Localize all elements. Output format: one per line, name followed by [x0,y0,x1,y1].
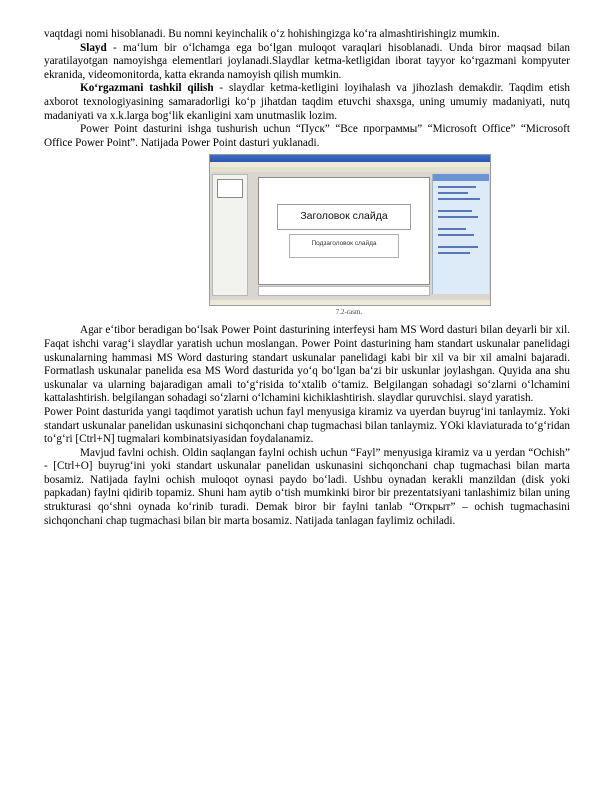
slides-pane [212,174,248,296]
paragraph-open-file: Mavjud favlni ochish. Oldin saqlangan faylni ochish uchun “Fayl” menyusiga kiramiz va u yerdan “Ochish” - [Ctrl+O] buyrug‘ini yoki standart uskunalar panelidan uskunasini sichqonchani chap tugmachasi bilan marta bosamiz. Natijada faylni ochish muloqot oynasi paydo bo‘ladi. Ushbu oynadan kerakli manzildan (disk yoki papkadan) faylni qidirib topamiz. Shuni ham aytib o‘tish mumkinki biror bir prezentatsiyani tanlashimiz bilan uning strukturasi qo‘shni oynada ko‘rinib turadi. Demak biror bir faylni tanlab “Открыт” – ochish tugmachasini sichqonchani chap tugmachasi bilan bir marta bosamiz. Natijada tanlagan faylimiz ochiladi. [44,446,570,527]
task-pane-link [438,252,470,254]
powerpoint-screenshot-figure [209,154,491,306]
task-pane-header [433,174,489,181]
notes-pane [258,286,430,296]
term-slayd: Slayd [80,41,107,54]
slide-subtitle-text: Подзаголовок слайда [311,240,377,248]
window-toolbar [210,167,490,172]
task-pane-link [438,234,474,236]
paragraph-korgazma-text: - slaydlar ketma-ketligini loyihalash va jihozlash demakdir. Taqdim etish axborot texnologiyasining samaradorligi ko‘p jihatdan taqdim etuvchi shaxsga, uning umumiy madaniyati, nutq madaniyati va x.k.larga bog‘lik ekanligini xam unutmaslik lozim. [44,82,570,122]
subtitle-placeholder [289,234,399,258]
paragraph-launch: Power Point dasturini ishga tushurish uchun “Пуск” “Все программы” “Microsoft Office” “Microsoft Office Power Point”. Natijada Power Point dasturi yuklanadi. [44,123,570,149]
window-titlebar [210,155,490,162]
title-placeholder [277,204,411,230]
task-pane-link [438,192,468,194]
slide-canvas [258,177,430,285]
paragraph-slayd-text: - ma‘lum bir o‘lchamga ega bo‘lgan muloqot varaqlari hisoblanadi. Unda biror maqsad bilan yaratilayotgan namoyishga elementlari joylanadi.Slaydlar ketma-ketligidan iborat tayyor ko‘rgazmani kompyuter ekranida, videomonitorda, katta ekranda namoyish qilish mumkin. [44,41,570,81]
paragraph-interface: Agar e‘tibor beradigan bo‘lsak Power Point dasturining interfeysi ham MS Word dasturi bilan deyarli bir xil. Faqat ishchi varag‘i slaydlar yaratish uchun moslangan. Power Point dasturining ham standart uskunalar panelidagi uskunalarning hammasi MS Word dasturing standart uskunalar panelidagi kabi bir xil va bir xil amalni bajaradi. Formatlash uskunalar panelida esa MS Word dasturida yo‘q bo‘lgan ba‘zi bir uskunlar joylashgan. Quyida ana shu uskunalar va ularning bajaradigan amali to‘g‘risida to‘xtalib o‘tamiz. Belgilangan sohadagi so‘zlarni o‘lchamini kattalashtirish. belgilangan sohadagi so‘zlarni o‘lchamini kichiklashtirish. slaydlar quruvchisi. slayd yaratish. [44,324,570,405]
term-korgazma: Ko‘rgazmani tashkil qilish [80,82,214,95]
task-pane-link [438,186,476,188]
task-pane-link [438,228,466,230]
figure-caption: 7.2-rasm. [335,308,363,317]
slide-thumbnail [217,179,243,198]
document-page [44,28,570,528]
paragraph-intro: vaqtdagi nomi hisoblanadi. Bu nomni keyinchalik o‘z hohishingizga ko‘ra almashtirishingiz mumkin. [44,28,500,40]
paragraph-new-presentation: Power Point dasturida yangi taqdimot yaratish uchun fayl menyusiga kiramiz va uyerdan buyrug‘ini tanlaymiz. Yoki standart uskunalar panelidan uskunasini sichqonchani chap tugmachasi bilan tanlaymiz. YOki klaviaturada to‘g‘ridan to‘g‘ri [Ctrl+N] tugmalari kombinatsiyasidan foydalanamiz. [44,405,570,446]
task-pane-link [438,198,480,200]
task-pane-link [438,246,478,248]
task-pane-link [438,216,478,218]
task-pane [432,174,489,294]
slide-title-text: Заголовок слайда [300,210,388,223]
status-bar [210,300,490,305]
paragraph-korgazma [44,82,570,123]
task-pane-link [438,210,472,212]
paragraph-slayd [44,42,570,83]
